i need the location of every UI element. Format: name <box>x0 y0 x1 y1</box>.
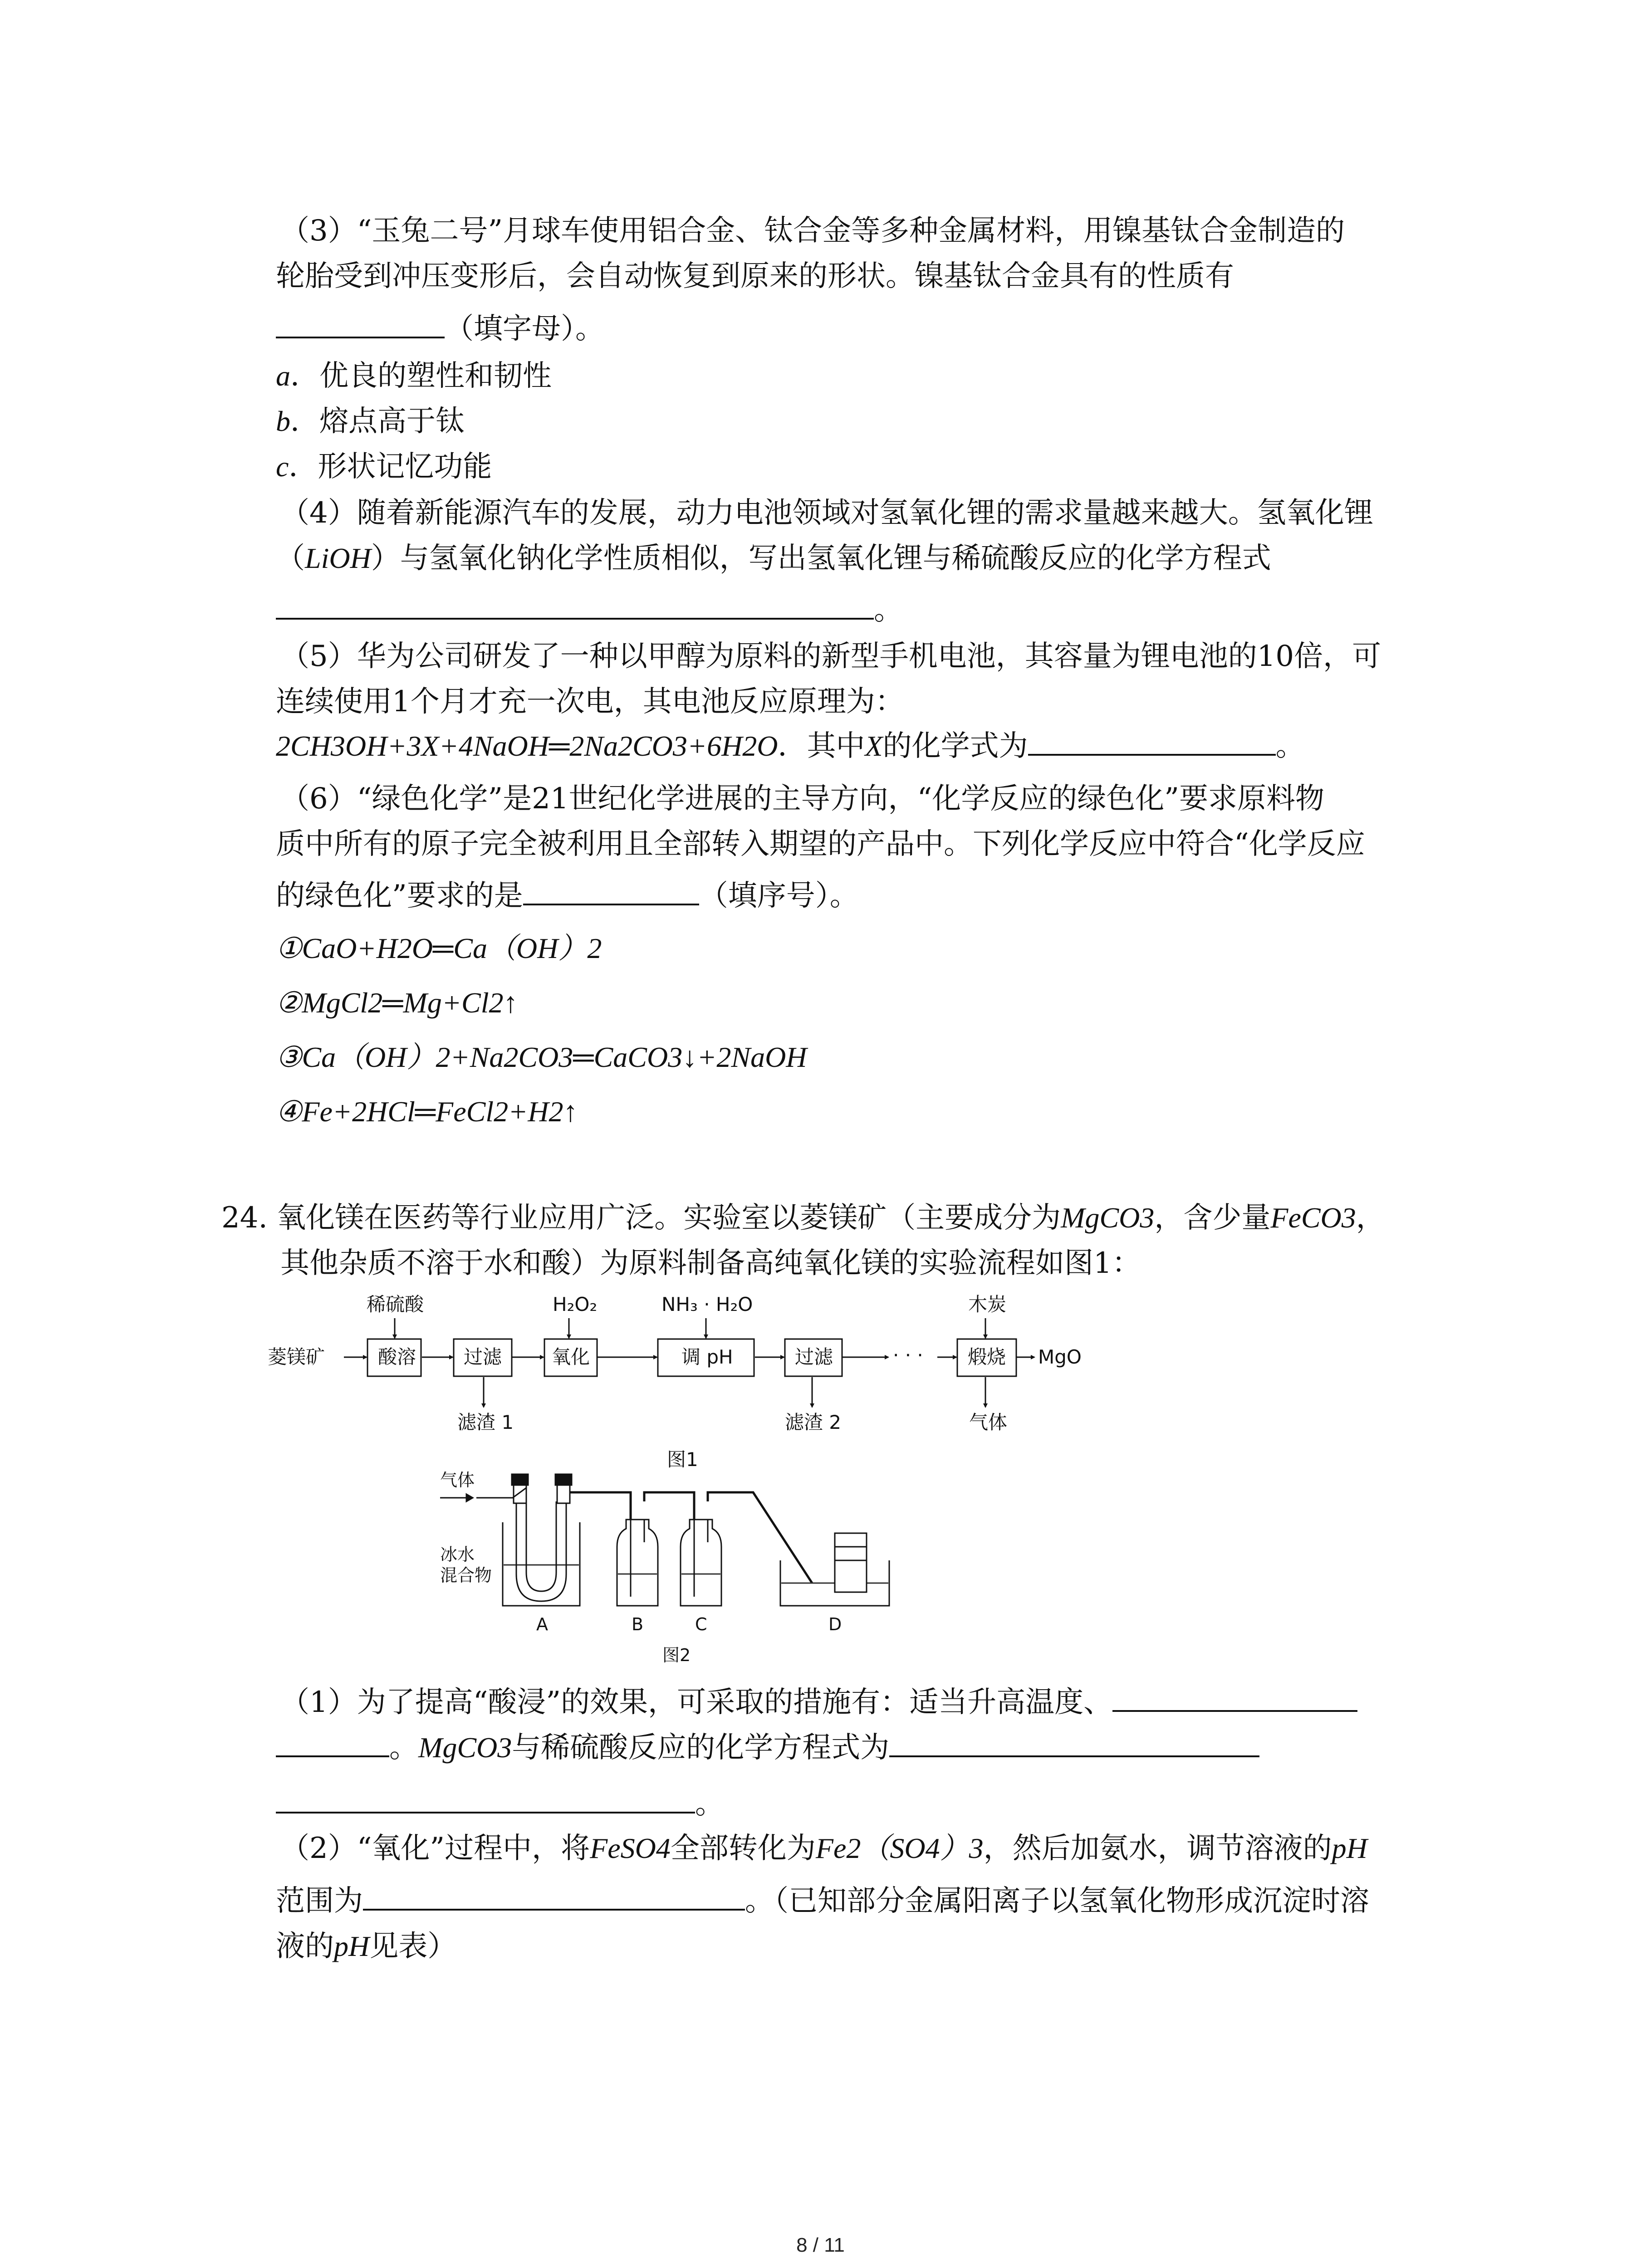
flow-gas-output: 气体 <box>969 1411 1008 1433</box>
q5-line-1: （5）华为公司研发了一种以甲醇为原料的新型手机电池，其容量为锂电池的10倍，可 <box>280 640 1381 673</box>
q24-p2-line-1: （2）“氧化”过程中，将FeSO4全部转化为Fe2（SO4）3，然后加氨水，调节溶液的pH <box>280 1832 1367 1865</box>
apparatus-gas-label: 气体 <box>440 1470 475 1490</box>
q24-p1-line-3: 。 <box>276 1784 724 1824</box>
apparatus-label-a: A <box>536 1614 548 1634</box>
flow-step-5: 过滤 <box>795 1346 833 1368</box>
flow-step-4: 调 pH <box>681 1346 733 1368</box>
q24-line-1: 24. 氧化镁在医药等行业应用广泛。实验室以菱镁矿（主要成分为MgCO3，含少量FeCO3， <box>221 1201 1385 1235</box>
q24-p2-line-3: 液的pH见表） <box>276 1930 457 1963</box>
answer-blank[interactable] <box>1028 727 1276 756</box>
page-number: 8 / 11 <box>796 2234 845 2256</box>
answer-blank[interactable] <box>276 1784 695 1813</box>
answer-blank[interactable] <box>276 1728 389 1757</box>
answer-blank[interactable] <box>363 1882 745 1911</box>
q3-line-1: （3）“玉兔二号”月球车使用铝合金、钛合金等多种金属材料，用镍基钛合金制造的 <box>280 214 1345 248</box>
answer-blank[interactable] <box>1112 1683 1357 1712</box>
flow-product-mgo: MgO <box>1038 1346 1082 1368</box>
q24-p2-line-2: 范围为 。（已知部分金属阳离子以氢氧化物形成沉淀时溶 <box>276 1881 1369 1921</box>
q6-line-2: 质中所有的原子完全被利用且全部转入期望的产品中。下列化学反应中符合“化学反应 <box>276 827 1365 861</box>
flow-residue-2: 滤渣 2 <box>785 1411 842 1433</box>
flow-acid-label: 稀硫酸 <box>367 1293 424 1315</box>
q4-line-1: （4）随着新能源汽车的发展，动力电池领域对氢氧化锂的需求量越来越大。氢氧化锂 <box>280 496 1373 530</box>
q24-line-2: 其他杂质不溶于水和酸）为原料制备高纯氧化镁的实验流程如图1： <box>280 1246 1141 1280</box>
figure-2-caption: 图2 <box>662 1645 691 1665</box>
q5-equation: 2CH3OH+3X+4NaOH═2Na2CO3+6H2O <box>276 730 778 762</box>
answer-blank[interactable] <box>276 309 445 338</box>
q3-option-b: b．熔点高于钛 <box>276 405 465 438</box>
q3-option-c: c．形状记忆功能 <box>276 450 492 484</box>
q24-p1-line-2: 。MgCO3与稀硫酸反应的化学方程式为 <box>276 1727 1259 1768</box>
flow-step-3: 氧化 <box>552 1346 590 1368</box>
flow-input-label: 菱镁矿 <box>268 1346 325 1368</box>
q5-line-2: 连续使用1个月才充一次电，其电池反应原理为： <box>276 685 904 719</box>
figure-2-apparatus <box>436 1470 935 1669</box>
question-number: 24. <box>221 1201 268 1235</box>
figure-1-flowchart <box>268 1288 1121 1479</box>
flow-residue-1: 滤渣 1 <box>457 1411 514 1433</box>
q6-reaction-4: ④Fe+2HCl═FeCl2+H2↑ <box>276 1095 578 1128</box>
q6-line-3: 的绿色化”要求的是 （填序号）。 <box>276 875 859 916</box>
apparatus-label-d: D <box>828 1614 842 1634</box>
answer-blank[interactable] <box>276 591 874 620</box>
q6-reaction-1: ①CaO+H2O═Ca（OH）2 <box>276 932 602 964</box>
q6-line-1: （6）“绿色化学”是21世纪化学进展的主导方向，“化学反应的绿色化”要求原料物 <box>280 782 1325 816</box>
flow-ammonia-label: NH₃ · H₂O <box>661 1293 753 1315</box>
flow-step-1: 酸溶 <box>378 1346 416 1368</box>
answer-blank[interactable] <box>523 876 699 905</box>
q3-line-2: 轮胎受到冲压变形后，会自动恢复到原来的形状。镍基钛合金具有的性质有 <box>276 259 1234 293</box>
q5-line-3: 2CH3OH+3X+4NaOH═2Na2CO3+6H2O．其中X的化学式为 。 <box>276 726 1305 767</box>
apparatus-label-b: B <box>632 1614 644 1634</box>
flow-ellipsis: · · · <box>893 1344 923 1366</box>
q3-line-3: （填字母）。 <box>276 308 604 349</box>
q24-p1-line-1: （1）为了提高“酸浸”的效果，可采取的措施有：适当升高温度、 <box>280 1682 1357 1723</box>
flow-step-6: 煅烧 <box>968 1346 1006 1368</box>
flow-charcoal-label: 木炭 <box>968 1293 1007 1315</box>
apparatus-ice-label-1: 冰水 <box>440 1545 475 1564</box>
flow-h2o2-label: H₂O₂ <box>553 1293 598 1315</box>
flow-step-2: 过滤 <box>464 1346 502 1368</box>
apparatus-ice-label-2: 混合物 <box>440 1565 492 1585</box>
q4-line-3: 。 <box>276 590 903 631</box>
q6-reaction-3: ③Ca（OH）2+Na2CO3═CaCO3↓+2NaOH <box>276 1041 807 1073</box>
q6-reaction-2: ②MgCl2═Mg+Cl2↑ <box>276 987 518 1019</box>
answer-blank[interactable] <box>889 1728 1259 1757</box>
q3-option-a: a．优良的塑性和韧性 <box>276 359 552 393</box>
apparatus-label-c: C <box>695 1614 707 1634</box>
figure-1-caption: 图1 <box>667 1448 698 1471</box>
q4-line-2: （LiOH）与氢氧化钠化学性质相似，写出氢氧化锂与稀硫酸反应的化学方程式 <box>276 542 1271 575</box>
